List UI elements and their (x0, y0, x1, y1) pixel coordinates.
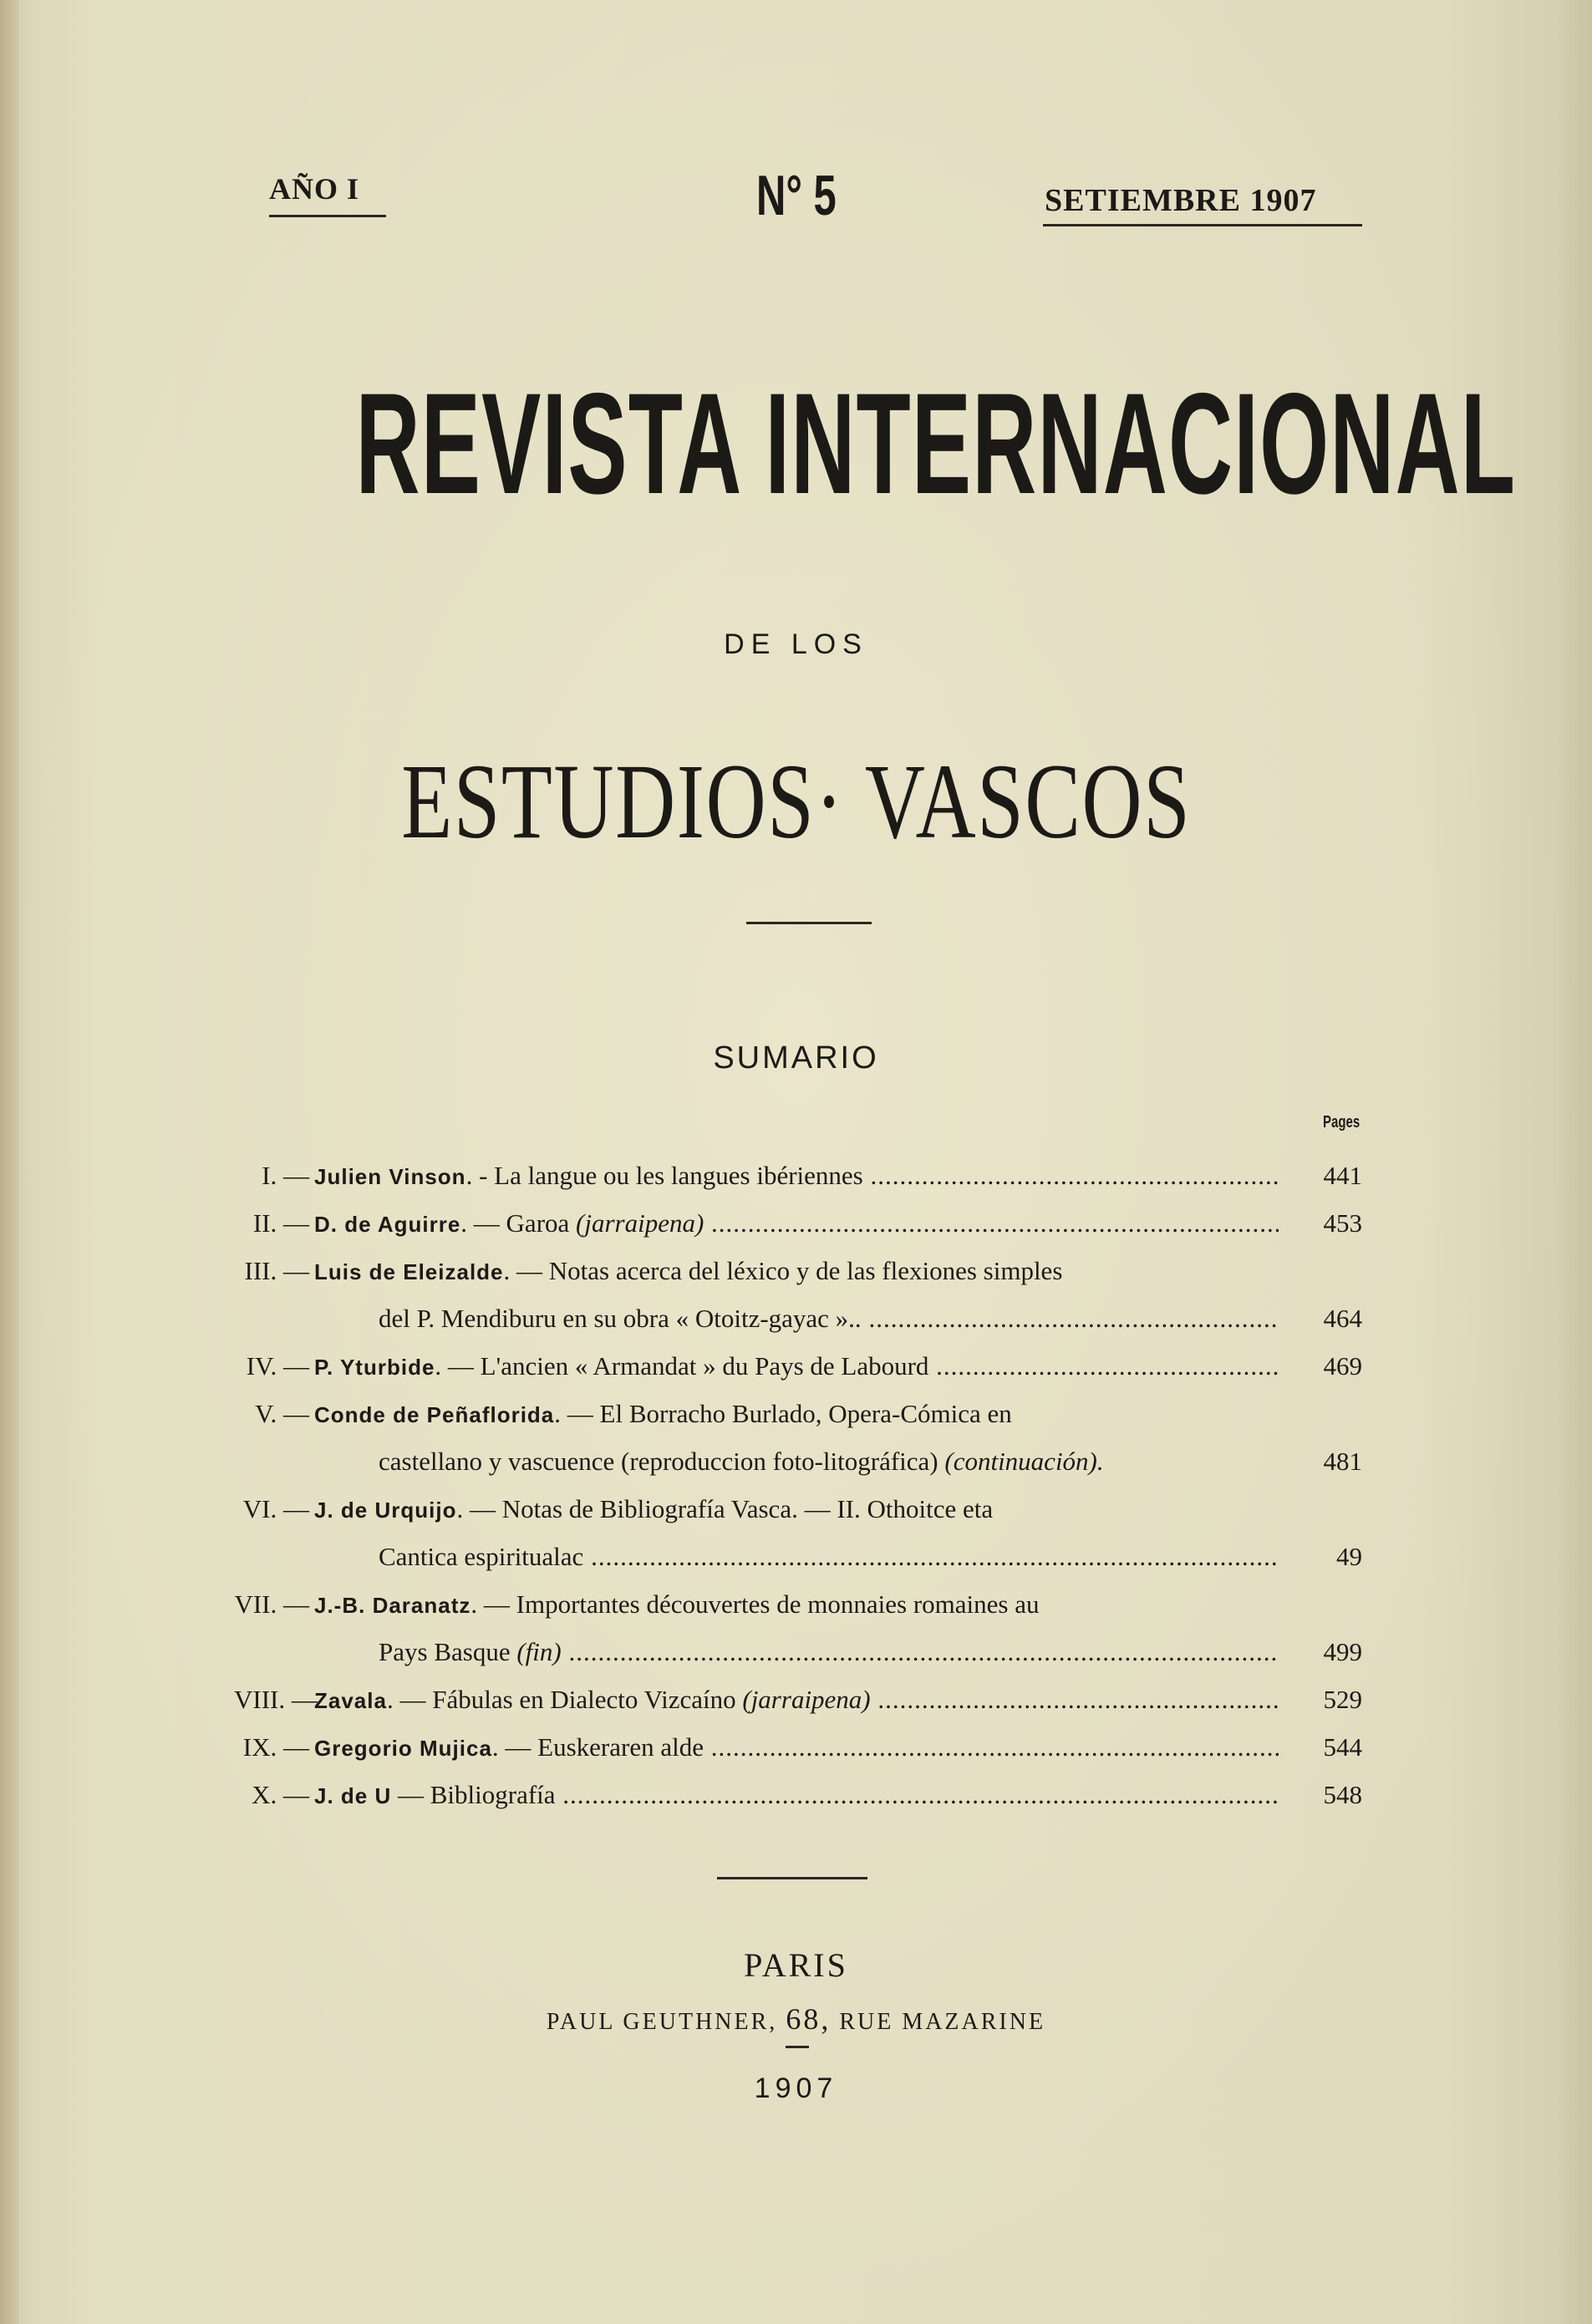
toc-entry: VIII. — Zavala. — Fábulas en Dialecto Vizcaíno (jarraipena) ..... 529 (234, 1676, 1371, 1723)
divider (717, 1877, 867, 1879)
toc-entry: V. — Conde de Peñaflorida. — El Borracho Burlado, Opera-Cómica en (234, 1390, 1371, 1437)
pages-column-label: Pages (1323, 1113, 1361, 1131)
toc-entry-title: Garoa (506, 1208, 570, 1238)
sumario-heading: SUMARIO (713, 1040, 879, 1076)
toc-entry-title-italic: (jarraipena) (742, 1685, 871, 1714)
toc-entry-page: 544 (1323, 1732, 1362, 1762)
toc-entry: III. — Luis de Eleizalde. — Notas acerca del léxico y de las flexiones simples (234, 1247, 1371, 1294)
toc-entry-title-italic: (jarraipena) (576, 1208, 704, 1238)
toc-entry: VII. — J.-B. Daranatz. — Importantes découvertes de monnaies romaines au (234, 1580, 1371, 1628)
toc-entry-title: Notas de Bibliografía Vasca. — II. Othoitce eta (501, 1494, 994, 1523)
toc-entry-number: IX. — (242, 1732, 309, 1762)
toc-entry-number: IV. — (246, 1351, 309, 1381)
toc-entry-page: 453 (1323, 1208, 1362, 1238)
toc-entry-number: VI. — (242, 1494, 309, 1523)
divider (746, 922, 872, 924)
toc-entry-title-cont: Cantica espiritualac ..... (379, 1533, 1279, 1580)
toc-entry: I. — Julien Vinson. - La langue ou les langues ibériennes ..... 441 (234, 1152, 1371, 1199)
table-of-contents (234, 1152, 1371, 1818)
toc-entry-author: Gregorio Mujica (314, 1736, 492, 1761)
toc-entry-page: 49 (1336, 1542, 1362, 1571)
imprint-year: 1907 (754, 2072, 838, 2104)
toc-entry: II. — D. de Aguirre. — Garoa (jarraipena) ..... 453 (234, 1199, 1371, 1247)
toc-entry-author: J.-B. Daranatz (314, 1593, 471, 1618)
toc-entry-author: J. de U (314, 1783, 392, 1808)
toc-entry-title: La langue ou les langues ibériennes (494, 1161, 863, 1190)
imprint-city: PARIS (744, 1946, 848, 1984)
toc-entry-page: 481 (1323, 1447, 1362, 1476)
toc-entry-number: V. — (255, 1399, 309, 1428)
imprint-publisher: PAUL GEUTHNER, 68, RUE MAZARINE (546, 2002, 1046, 2036)
toc-entry-page: 464 (1323, 1304, 1362, 1333)
toc-entry-page: 469 (1323, 1351, 1362, 1381)
toc-entry-title: Bibliografía (430, 1780, 556, 1809)
toc-entry-author: J. de Urquijo (314, 1498, 457, 1523)
toc-entry-number: VII. — (234, 1589, 309, 1619)
toc-entry-title-cont: castellano y vascuence (reproduccion foto-litográfica) (379, 1447, 938, 1476)
toc-entry-title: Importantes découvertes de monnaies romaines au (516, 1589, 1040, 1619)
toc-entry-author: Luis de Eleizalde (314, 1259, 504, 1284)
toc-entry-author: D. de Aguirre (314, 1212, 461, 1237)
toc-entry-page: 529 (1323, 1685, 1362, 1714)
toc-entry-title-italic: (fin) (516, 1637, 562, 1666)
journal-title-de-los: DE LOS (724, 628, 868, 660)
toc-entry: IV. — P. Yturbide. — L'ancien « Armandat » du Pays de Labourd ..... 469 (234, 1342, 1371, 1390)
toc-entry-title: Notas acerca del léxico y de las flexiones simples (548, 1256, 1063, 1285)
toc-entry-title: Euskeraren alde (537, 1732, 704, 1762)
toc-entry-author: P. Yturbide (314, 1355, 435, 1380)
toc-entry: VI. — J. de Urquijo. — Notas de Bibliografía Vasca. — II. Othoitce eta (234, 1485, 1371, 1533)
toc-entry-author: Conde de Peñaflorida (314, 1402, 555, 1427)
divider-small (786, 2046, 809, 2048)
toc-entry-title-italic: (continuación). (944, 1447, 1104, 1476)
toc-entry-title: El Borracho Burlado, Opera-Cómica en (599, 1399, 1012, 1428)
toc-entry-continuation (234, 1437, 1371, 1485)
toc-entry-page: 548 (1323, 1780, 1362, 1809)
journal-title: REVISTA INTERNACIONAL (355, 364, 1517, 524)
toc-entry-number: III. — (244, 1256, 309, 1285)
toc-entry-author: Zavala (314, 1688, 387, 1713)
issue-date-underline (1043, 224, 1362, 226)
toc-entry-page: 499 (1323, 1637, 1362, 1666)
journal-subtitle: ESTUDIOS· VASCOS (400, 742, 1192, 861)
toc-entry-title-cont: Pays Basque (379, 1637, 511, 1666)
toc-entry-page: 441 (1323, 1161, 1362, 1190)
toc-entry-continuation (234, 1628, 1371, 1676)
toc-entry-number: I. — (262, 1161, 309, 1190)
toc-entry: X. — J. de U — Bibliografía ..... 548 (234, 1771, 1371, 1818)
toc-entry-number: X. — (252, 1780, 309, 1809)
toc-entry-title: L'ancien « Armandat » du Pays de Labourd (480, 1351, 929, 1381)
issue-year: AÑO I (269, 172, 360, 206)
issue-date: SETIEMBRE 1907 (1045, 183, 1317, 218)
toc-entry-number: VIII. — (234, 1685, 318, 1714)
toc-entry-author: Julien Vinson (314, 1164, 466, 1189)
toc-entry: IX. — Gregorio Mujica. — Euskeraren alde ..... 544 (234, 1723, 1371, 1771)
toc-entry-title-cont: del P. Mendiburu en su obra « Otoitz-gayac ».. ..... (379, 1294, 1279, 1342)
toc-entry-continuation (234, 1533, 1371, 1580)
issue-number: N° 5 (756, 164, 837, 227)
toc-entry-continuation (234, 1294, 1371, 1342)
toc-entry-number: II. — (252, 1208, 309, 1238)
issue-year-underline (269, 215, 386, 217)
toc-entry-title: Fábulas en Dialecto Vizcaíno (432, 1685, 736, 1714)
